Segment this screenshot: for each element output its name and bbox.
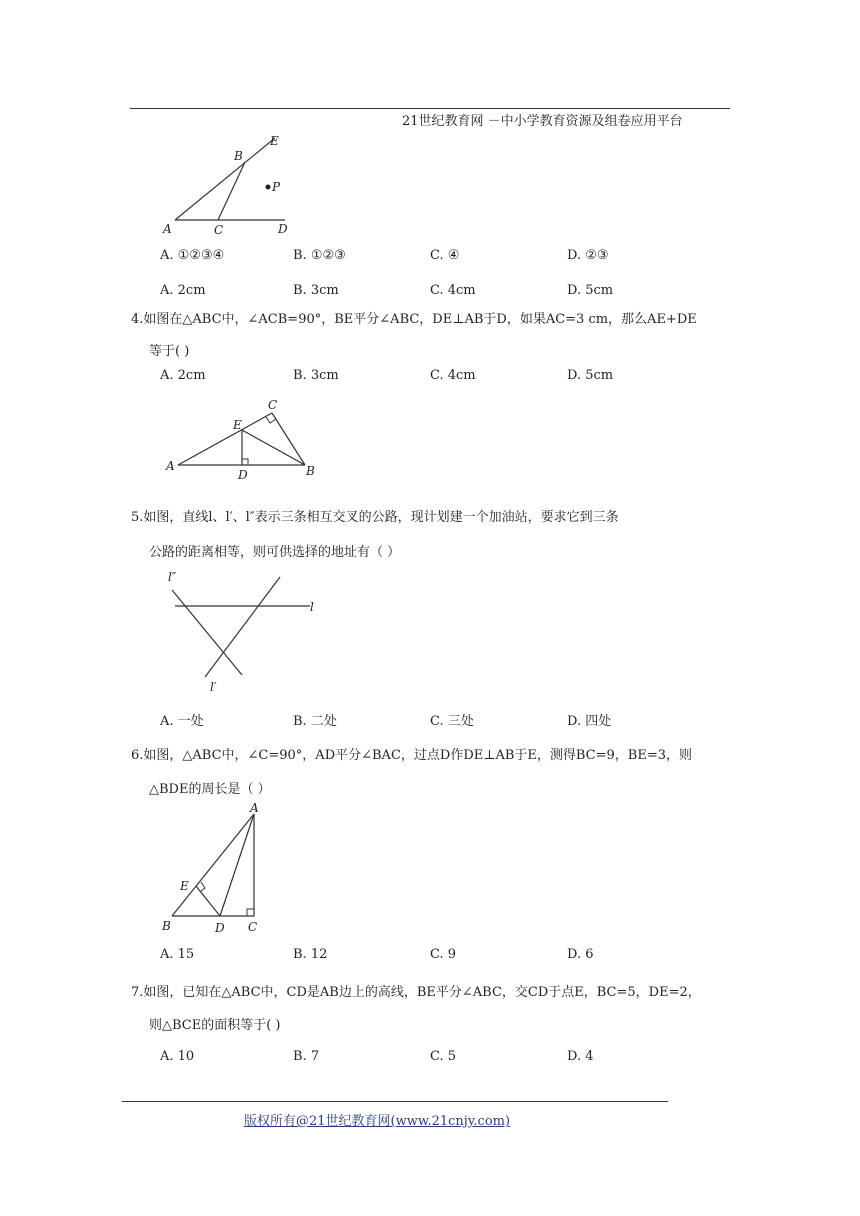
q6-option-d: D. 6	[567, 947, 594, 962]
fig5-label-l: l	[310, 600, 314, 614]
figure-q3	[160, 130, 320, 240]
q4-stem-line2: 等于( )	[149, 344, 190, 359]
fig3-label-b: B	[234, 149, 243, 163]
q6-option-a: A. 15	[160, 947, 195, 962]
q4-option-c: C. 4cm	[430, 368, 476, 383]
q7-stem-line1: 7.如图，已知在△ABC中，CD是AB边上的高线，BE平分∠ABC，交CD于点E，BC=5，DE=2，	[131, 985, 701, 1000]
q7-stem-line2: 则△BCE的面积等于( )	[149, 1018, 281, 1033]
q3b-option-a: A. 2cm	[160, 283, 206, 298]
q5-stem-line2: 公路的距离相等，则可供选择的地址有（ ）	[149, 545, 401, 560]
q5-option-d: D. 四处	[567, 714, 612, 729]
q4-option-a: A. 2cm	[160, 368, 206, 383]
q4-stem-line1: 4.如图在△ABC中，∠ACB=90°，BE平分∠ABC，DE⊥AB于D，如果AC=3 cm，那么AE+DE	[131, 312, 697, 327]
fig5-label-l1: l′	[210, 680, 217, 694]
fig3-label-c: C	[214, 223, 224, 237]
q6-option-b: B. 12	[293, 947, 328, 962]
q3-option-c: C. ④	[430, 248, 460, 263]
fig6-label-b: B	[162, 919, 171, 933]
q5-option-c: C. 三处	[430, 714, 474, 729]
q3-option-a: A. ①②③④	[160, 248, 225, 263]
fig6-label-d: D	[215, 921, 225, 935]
figure-q6	[158, 802, 278, 937]
fig6-label-c: C	[248, 920, 258, 934]
fig6-label-a: A	[250, 802, 259, 815]
fig3-label-d: D	[278, 222, 288, 236]
q3-option-d: D. ②③	[567, 248, 609, 263]
fig4-label-a: A	[166, 459, 175, 473]
fig4-label-d: D	[238, 468, 248, 482]
q4-option-b: B. 3cm	[293, 368, 339, 383]
fig3-label-a: A	[163, 222, 172, 236]
figure-q4	[160, 395, 320, 485]
q5-option-a: A. 一处	[160, 714, 204, 729]
figure-q5	[160, 565, 340, 695]
q5-stem-line1: 5.如图，直线l、l′、l″表示三条相互交叉的公路，现计划建一个加油站，要求它到三条	[131, 510, 619, 525]
header-title: 21世纪教育网 －中小学教育资源及组卷应用平台	[402, 114, 683, 129]
q3b-option-d: D. 5cm	[567, 283, 614, 298]
fig6-label-e: E	[180, 879, 189, 893]
q7-option-c: C. 5	[430, 1049, 457, 1064]
q6-stem-line1: 6.如图，△ABC中，∠C=90°，AD平分∠BAC，过点D作DE⊥AB于E，测得BC=9，BE=3，则	[131, 748, 692, 763]
q7-option-a: A. 10	[160, 1049, 195, 1064]
fig3-label-e: E	[270, 134, 279, 148]
fig4-label-c: C	[268, 398, 278, 412]
q6-stem-line2: △BDE的周长是（ ）	[149, 782, 271, 797]
q6-option-c: C. 9	[430, 947, 457, 962]
fig3-label-p: P	[272, 180, 281, 194]
fig4-label-e: E	[233, 418, 242, 432]
q3b-option-c: C. 4cm	[430, 283, 476, 298]
footer-rule	[122, 1101, 668, 1102]
q3b-option-b: B. 3cm	[293, 283, 339, 298]
q4-option-d: D. 5cm	[567, 368, 614, 383]
q5-option-b: B. 二处	[293, 714, 337, 729]
q7-option-b: B. 7	[293, 1049, 320, 1064]
fig5-label-l2: l″	[168, 570, 177, 584]
header-rule	[130, 108, 730, 109]
q7-option-d: D. 4	[567, 1049, 594, 1064]
copyright-link[interactable]: 版权所有@21世纪教育网(www.21cnjy.com)	[244, 1114, 511, 1129]
fig4-label-b: B	[306, 464, 315, 478]
q3-option-b: B. ①②③	[293, 248, 346, 263]
